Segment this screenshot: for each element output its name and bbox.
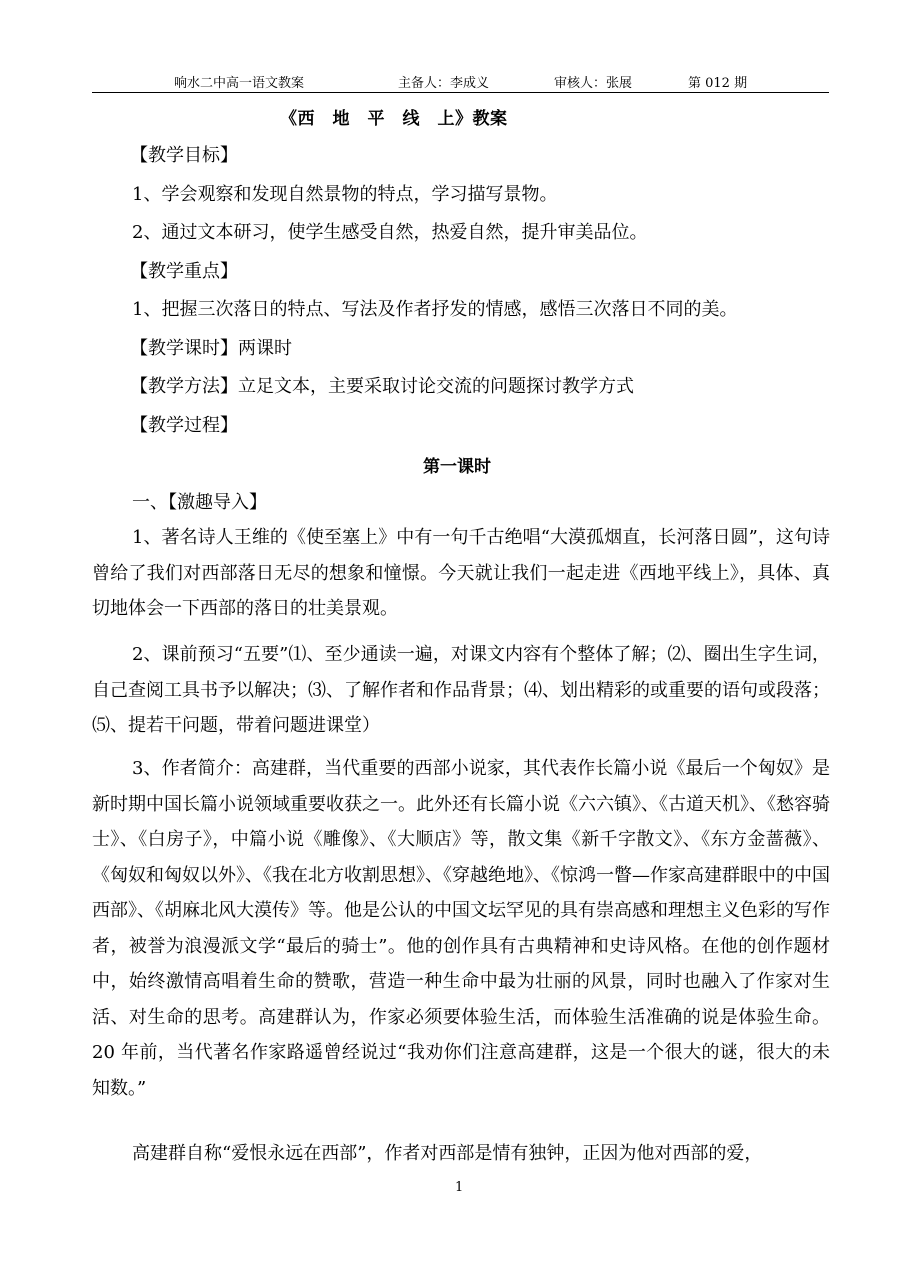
- keypoint-item: 1、把握三次落日的特点、写法及作者抒发的情感，感悟三次落日不同的美。: [132, 299, 738, 320]
- page-header: [92, 70, 829, 93]
- header-preparer: 主备人：李成义: [398, 76, 490, 91]
- objective-item: 1、学会观察和发现自然景物的特点，学习描写景物。: [132, 184, 558, 205]
- document-title: 《西 地 平 线 上》教案: [280, 109, 508, 129]
- page-number: 1: [455, 1180, 464, 1195]
- keypoints-heading: 【教学重点】: [130, 261, 238, 282]
- method-line: 【教学方法】立足文本，主要采取讨论交流的问题探讨教学方式: [130, 376, 634, 397]
- objectives-heading: 【教学目标】: [130, 145, 238, 166]
- paragraph-author: 3、作者简介：高建群，当代重要的西部小说家，其代表作长篇小说《最后一个匈奴》是新时期中国长篇小说领域重要收获之一。此外还有长篇小说《六六镇》、《古道天机》、《愁容骑士》、《白房子》，中篇小说《雕像》、《大顺店》等，散文集《新千字散文》、《东方金蔷薇》、《匈奴和匈奴以外》、《我在北方收割思想》、《穿越绝地》、《惊鸿一瞥—作家高建群眼中的中国西部》、《胡麻北风大漠传》等。他是公认的中国文坛罕见的具有崇高感和理想主义色彩的写作者，被誉为浪漫派文学“最后的骑士”。他的创作具有古典精神和史诗风格。在他的创作题材中，始终激情高唱着生命的赞歌，营造一种生命中最为壮丽的风景，同时也融入了作家对生活、对生命的思考。高建群认为，作家必须要体验生活，而体验生活准确的说是体验生命。20 年前，当代著名作家路遥曾经说过“我劝你们注意高建群，这是一个很大的谜，很大的未知数。”: [92, 758, 830, 1099]
- objective-item: 2、通过文本研习，使学生感受自然，热爱自然，提升审美品位。: [132, 222, 648, 243]
- intro-heading: 一、【激趣导入】: [132, 492, 267, 513]
- paragraph-preview: 2、课前预习“五要”⑴、至少通读一遍，对课文内容有个整体了解；⑵、圈出生字生词，自己查阅工具书予以解决；⑶、了解作者和作品背景；⑷、划出精彩的或重要的语句或段落；⑸、提若干问题，带着问题进课堂）: [92, 644, 830, 736]
- section-title: 第一课时: [423, 457, 491, 477]
- header-reviewer: 审核人：张展: [554, 76, 633, 91]
- paragraph-intro: 1、著名诗人王维的《使至塞上》中有一句千古绝唱“大漠孤烟直，长河落日圆”，这句诗曾给了我们对西部落日无尽的想象和憧憬。今天就让我们一起走进《西地平线上》，具体、真切地体会一下西部的落日的壮美景观。: [92, 527, 830, 619]
- header-issue: 第 012 期: [688, 76, 748, 91]
- header-school: 响水二中高一语文教案: [174, 76, 305, 91]
- hours-line: 【教学课时】两课时: [130, 338, 292, 359]
- paragraph-west: 高建群自称“爱恨永远在西部”，作者对西部是情有独钟，正因为他对西部的爱，: [132, 1143, 763, 1164]
- process-heading: 【教学过程】: [130, 415, 238, 436]
